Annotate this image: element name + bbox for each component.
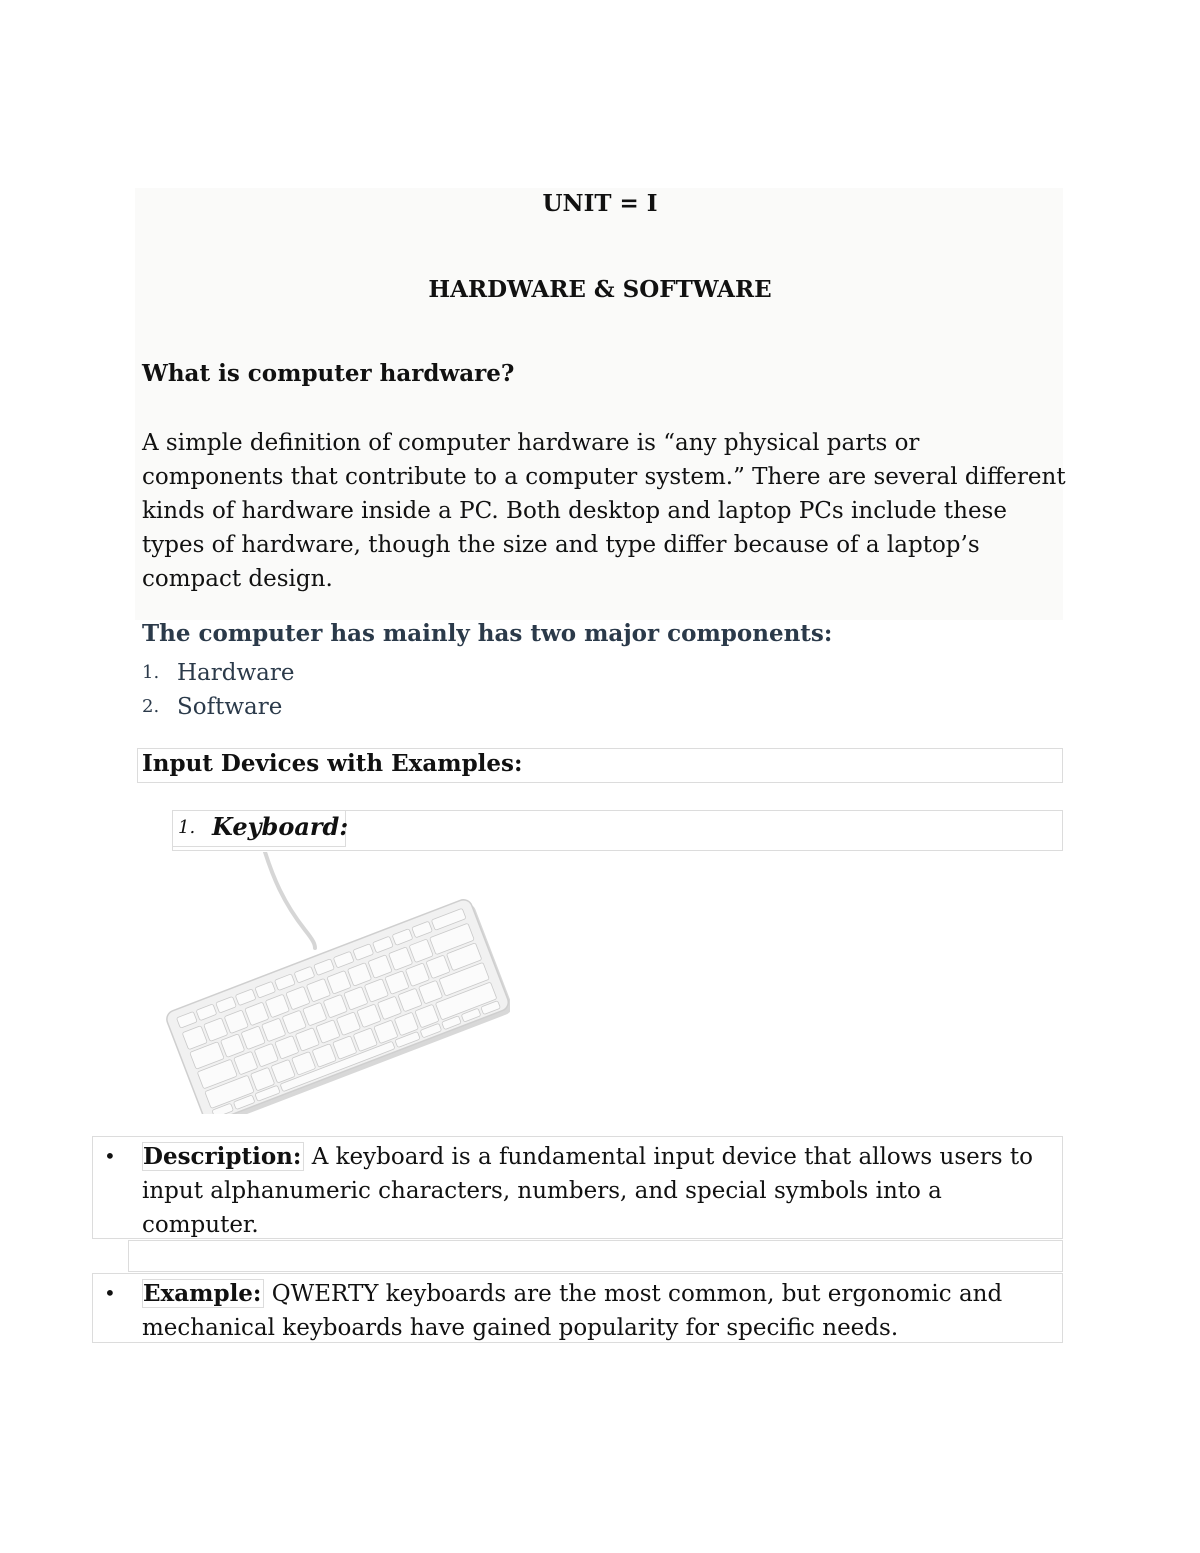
input-devices-heading: Input Devices with Examples: — [142, 750, 523, 777]
keyboard-heading: Keyboard: — [212, 812, 349, 841]
description-label: Description: — [142, 1142, 304, 1171]
definition-paragraph: A simple definition of computer hardware is “any physical parts or components that contribute to a computer system.” There are several different kinds of hardware inside a PC. Both desktop and laptop PCs include these types of hardware, though the size and type differ because of a laptop’s compact design. — [142, 430, 1066, 592]
keyboard-number: 1. — [178, 817, 196, 838]
description-paragraph — [142, 1140, 1042, 1242]
components-list — [142, 656, 295, 724]
spacer-frame — [128, 1240, 1063, 1272]
list-item — [142, 690, 295, 724]
list-item-label: Hardware — [177, 660, 295, 686]
example-paragraph — [142, 1277, 1042, 1345]
unit-title: UNIT = I — [542, 190, 658, 217]
list-item-number: 1. — [142, 662, 160, 683]
example-text: QWERTY keyboards are the most common, but ergonomic and mechanical keyboards have gained popularity for specific needs. — [142, 1281, 1003, 1341]
question-heading: What is computer hardware? — [142, 360, 515, 387]
section-title: HARDWARE & SOFTWARE — [428, 276, 772, 303]
keyboard-image — [165, 852, 510, 1114]
list-item-label: Software — [177, 694, 283, 720]
example-label: Example: — [142, 1279, 264, 1308]
description-text: A keyboard is a fundamental input device that allows users to input alphanumeric characters, numbers, and special symbols into a computer. — [142, 1144, 1033, 1238]
list-item-number: 2. — [142, 696, 160, 717]
list-item — [142, 656, 295, 690]
bullet-icon: • — [104, 1144, 116, 1168]
bullet-icon: • — [104, 1281, 116, 1305]
components-heading: The computer has mainly has two major components: — [142, 620, 833, 647]
